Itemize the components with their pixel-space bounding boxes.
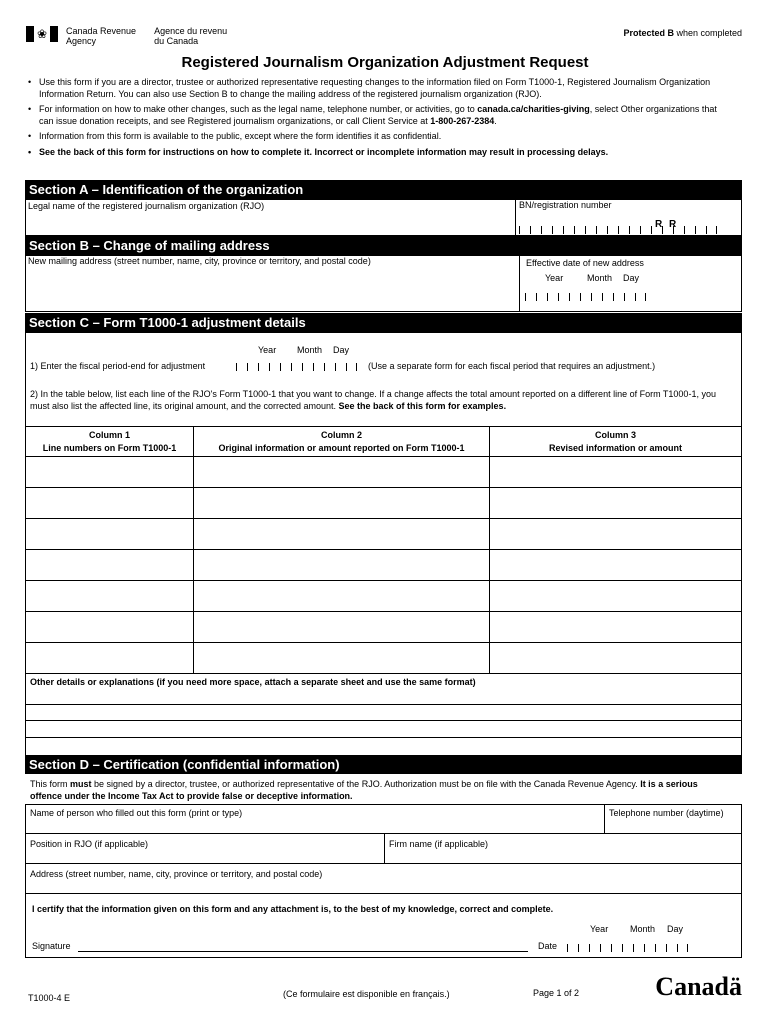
eff-month-label: Month — [587, 273, 613, 283]
other-details-field[interactable] — [28, 690, 738, 754]
eff-year-label: Year — [545, 273, 564, 283]
canada-wordmark: Canadä — [655, 972, 742, 1001]
signature-label: Signature — [32, 941, 71, 951]
section-d-heading: Section D – Certification (confidential information) — [25, 755, 742, 774]
table-cell[interactable] — [490, 643, 742, 674]
table-row — [26, 643, 742, 674]
section-b-heading: Section B – Change of mailing address — [25, 236, 742, 255]
table-cell[interactable] — [26, 457, 194, 488]
table-cell[interactable] — [194, 519, 490, 550]
table-row — [26, 519, 742, 550]
french-availability: (Ce formulaire est disponible en français.) — [283, 989, 450, 999]
page-number: Page 1 of 2 — [533, 988, 580, 998]
col2-header: Column 2 Original information or amount reported on Form T1000-1 — [194, 427, 490, 457]
table-cell[interactable] — [26, 612, 194, 643]
intro-list — [28, 77, 728, 162]
intro-bullet-1: • Use this form if you are a director, trustee or authorized representative requesting changes to the information filed on Form T1000-1, Registered Journalism Organization Information Return. You can also use Section B to change the mailing address of the registered journalism organization (RJO). — [28, 77, 728, 100]
table-cell[interactable] — [194, 488, 490, 519]
table-cell[interactable] — [26, 550, 194, 581]
form-title: Registered Journalism Organization Adjustment Request — [181, 54, 589, 71]
table-row — [26, 581, 742, 612]
effective-date-field[interactable] — [525, 291, 646, 301]
table-row — [26, 550, 742, 581]
fp-year-label: Year — [258, 345, 277, 355]
table-cell[interactable] — [194, 550, 490, 581]
intro-bullet-3: • Information from this form is available to the public, except where the form identifies it as confidential. — [28, 131, 728, 143]
legal-name-field[interactable] — [28, 212, 512, 234]
name-label: Name of person who filled out this form (print or type) — [30, 808, 243, 818]
fiscal-period-label: 1) Enter the fiscal period-end for adjustment — [30, 361, 206, 371]
cert-address-label: Address (street number, name, city, province or territory, and postal code) — [30, 869, 323, 879]
cert-address-field[interactable] — [28, 879, 738, 893]
intro-bullet-4: • See the back of this form for instructions on how to complete it. Incorrect or incomplete information may result in processing delays. — [28, 147, 728, 159]
table-header-row — [26, 427, 742, 457]
dept-name-en: Canada Revenue Agency — [66, 26, 137, 46]
phone-field[interactable] — [607, 818, 740, 833]
table-cell[interactable] — [26, 488, 194, 519]
table-cell[interactable] — [194, 581, 490, 612]
new-address-label: New mailing address (street number, name, city, province or territory, and postal code) — [28, 256, 371, 266]
col3-header: Column 3 Revised information or amount — [490, 427, 742, 457]
sig-year-label: Year — [590, 924, 609, 934]
bn-label: BN/registration number — [519, 200, 612, 210]
table-cell[interactable] — [194, 612, 490, 643]
sig-day-label: Day — [667, 924, 684, 934]
name-field[interactable] — [28, 818, 600, 833]
table-cell[interactable] — [26, 581, 194, 612]
table-cell[interactable] — [490, 488, 742, 519]
table-cell[interactable] — [490, 581, 742, 612]
table-cell[interactable] — [490, 550, 742, 581]
table-cell[interactable] — [490, 519, 742, 550]
government-signature — [26, 26, 227, 46]
legal-name-label: Legal name of the registered journalism organization (RJO) — [28, 201, 265, 211]
certify-statement: I certify that the information given on this form and any attachment is, to the best of my knowledge, correct and complete. — [32, 904, 554, 914]
table-cell[interactable] — [26, 519, 194, 550]
section-c-heading: Section C – Form T1000-1 adjustment details — [25, 313, 742, 332]
dept-name-fr: Agence du revenu du Canada — [154, 26, 228, 46]
fiscal-period-field[interactable] — [236, 361, 357, 371]
bn-r1: R — [655, 219, 663, 230]
col1-header: Column 1 Line numbers on Form T1000-1 — [26, 427, 194, 457]
table-row — [26, 488, 742, 519]
fp-day-label: Day — [333, 345, 350, 355]
table-row — [26, 612, 742, 643]
fiscal-period-note: (Use a separate form for each fiscal period that requires an adjustment.) — [368, 361, 656, 371]
intro-bullet-2: • For information on how to make other changes, such as the legal name, telephone number, or activities, go to canada.ca/charities-giving, select Other organizations that can issue donation receipts, and see Registered journalism organizations, or call Client Service at 1-800-267-2384. — [28, 104, 728, 127]
phone-label: Telephone number (daytime) — [609, 808, 724, 818]
firm-label: Firm name (if applicable) — [389, 839, 489, 849]
adjustment-table — [25, 426, 742, 674]
table-cell[interactable] — [194, 457, 490, 488]
date-label: Date — [538, 941, 558, 951]
protected-b-label: Protected B when completed — [623, 28, 742, 38]
table-cell[interactable] — [490, 612, 742, 643]
other-details-label: Other details or explanations (if you need more space, attach a separate sheet and use the same format) — [30, 677, 476, 687]
table-cell[interactable] — [490, 457, 742, 488]
new-address-field[interactable] — [28, 268, 512, 310]
table-cell[interactable] — [194, 643, 490, 674]
signature-date-field[interactable] — [567, 942, 688, 952]
position-label: Position in RJO (if applicable) — [30, 839, 149, 849]
sig-month-label: Month — [630, 924, 656, 934]
form-number: T1000-4 E — [28, 993, 71, 1003]
firm-field[interactable] — [387, 849, 739, 863]
table-row — [26, 457, 742, 488]
position-field[interactable] — [28, 849, 380, 863]
canada-flag-icon: ❀ — [26, 26, 58, 42]
bn-number-field[interactable] — [519, 224, 717, 234]
effective-date-label: Effective date of new address — [526, 258, 644, 268]
table-cell[interactable] — [26, 643, 194, 674]
certification-text: This form must be signed by a director, trustee, or authorized representative of the RJO. Authorization must be on file with the Canada Revenue Agency. It is a serious offence under the Income Tax Act to provide false or deceptive information. — [30, 779, 698, 801]
section-a-heading: Section A – Identification of the organization — [25, 180, 742, 199]
bn-r2: R — [669, 219, 677, 230]
fp-month-label: Month — [297, 345, 323, 355]
table-instructions: 2) In the table below, list each line of the RJO's Form T1000-1 that you want to change. If a change affects the total amount reported on a different line of Form T1000-1, you must also list the affected line, its original amount, and the corrected amount. See the back of this form for examples. — [30, 389, 716, 411]
eff-day-label: Day — [623, 273, 640, 283]
signature-field[interactable] — [78, 938, 528, 952]
